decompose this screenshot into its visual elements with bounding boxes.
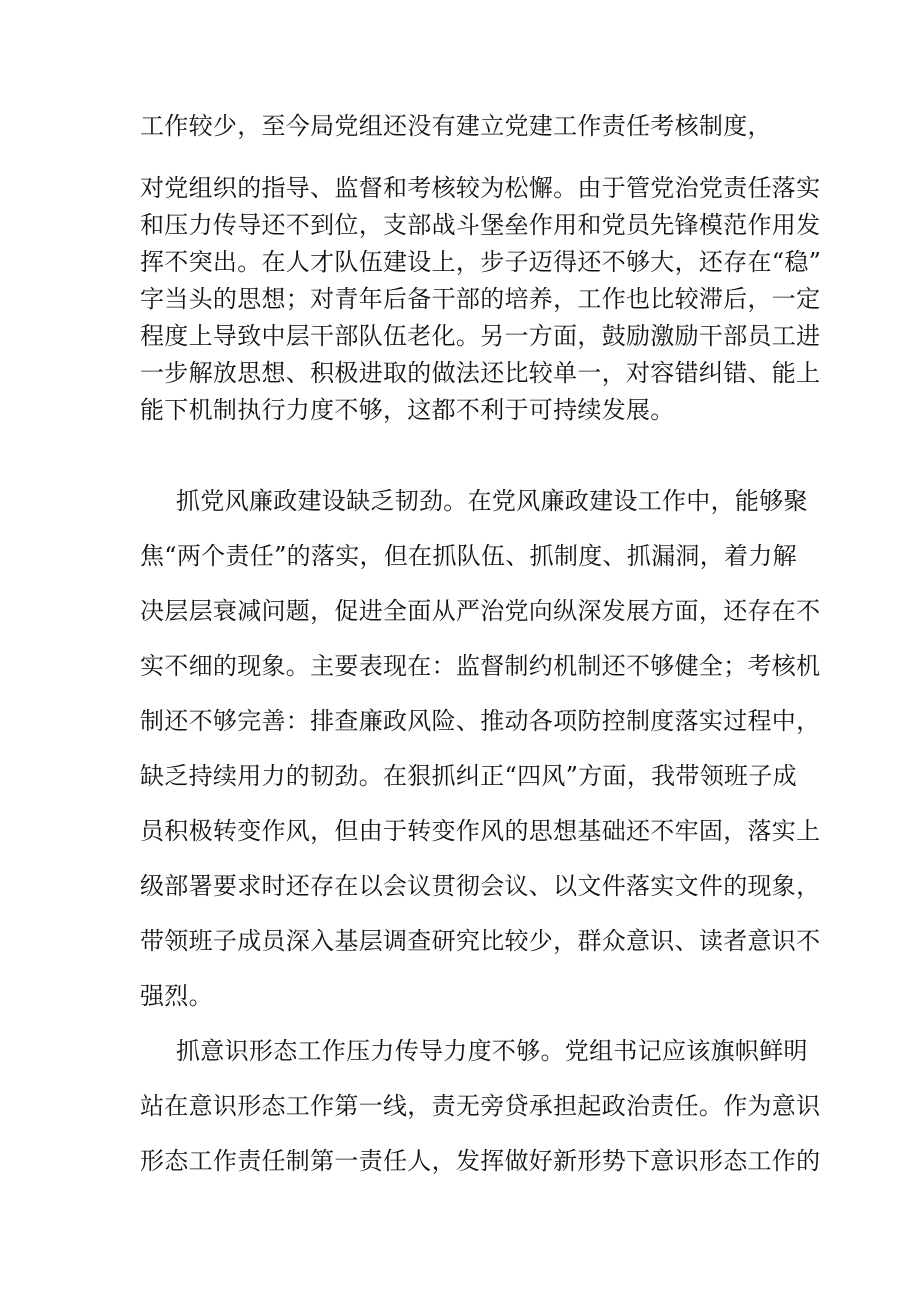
text-line: 站在意识形态工作第一线，责无旁贷承担起政治责任。作为意识	[140, 1092, 821, 1120]
text-line: 决层层衰减问题，促进全面从严治党向纵深发展方面，还存在不	[140, 597, 821, 625]
text-line: 字当头的思想；对青年后备干部的培养，工作也比较滞后，一定	[140, 285, 821, 313]
text-line: 工作较少，至今局党组还没有建立党建工作责任考核制度，	[140, 112, 772, 140]
paragraph-heading-line: 抓意识形态工作压力传导力度不够。党组书记应该旗帜鲜明	[176, 1037, 808, 1065]
text-line: 强烈。	[140, 982, 213, 1010]
text-line: 能下机制执行力度不够，这都不利于可持续发展。	[140, 396, 675, 424]
text-line: 员积极转变作风，但由于转变作风的思想基础还不牢固，落实上	[140, 817, 821, 845]
text-line: 带领班子成员深入基层调查研究比较少，群众意识、读者意识不	[140, 927, 821, 955]
text-line: 一步解放思想、积极进取的做法还比较单一，对容错纠错、能上	[140, 359, 821, 387]
paragraph-heading-line: 抓党风廉政建设缺乏韧劲。在党风廉政建设工作中，能够聚	[176, 487, 808, 515]
text-line: 制还不够完善：排查廉政风险、推动各项防控制度落实过程中，	[140, 707, 821, 735]
text-line: 实不细的现象。主要表现在：监督制约机制还不够健全；考核机	[140, 652, 821, 680]
text-line: 形态工作责任制第一责任人，发挥做好新形势下意识形态工作的	[140, 1147, 821, 1175]
text-line: 级部署要求时还存在以会议贯彻会议、以文件落实文件的现象，	[140, 872, 821, 900]
text-line: 缺乏持续用力的韧劲。在狠抓纠正“四风”方面，我带领班子成	[140, 762, 797, 790]
text-line: 和压力传导还不到位，支部战斗堡垒作用和党员先锋模范作用发	[140, 211, 821, 239]
text-line: 对党组织的指导、监督和考核较为松懈。由于管党治党责任落实	[140, 174, 821, 202]
text-line: 挥不突出。在人才队伍建设上，步子迈得还不够大，还存在“稳”	[140, 248, 822, 276]
text-line: 程度上导致中层干部队伍老化。另一方面，鼓励激励干部员工进	[140, 322, 821, 350]
text-line: 焦“两个责任”的落实，但在抓队伍、抓制度、抓漏洞，着力解	[140, 542, 797, 570]
